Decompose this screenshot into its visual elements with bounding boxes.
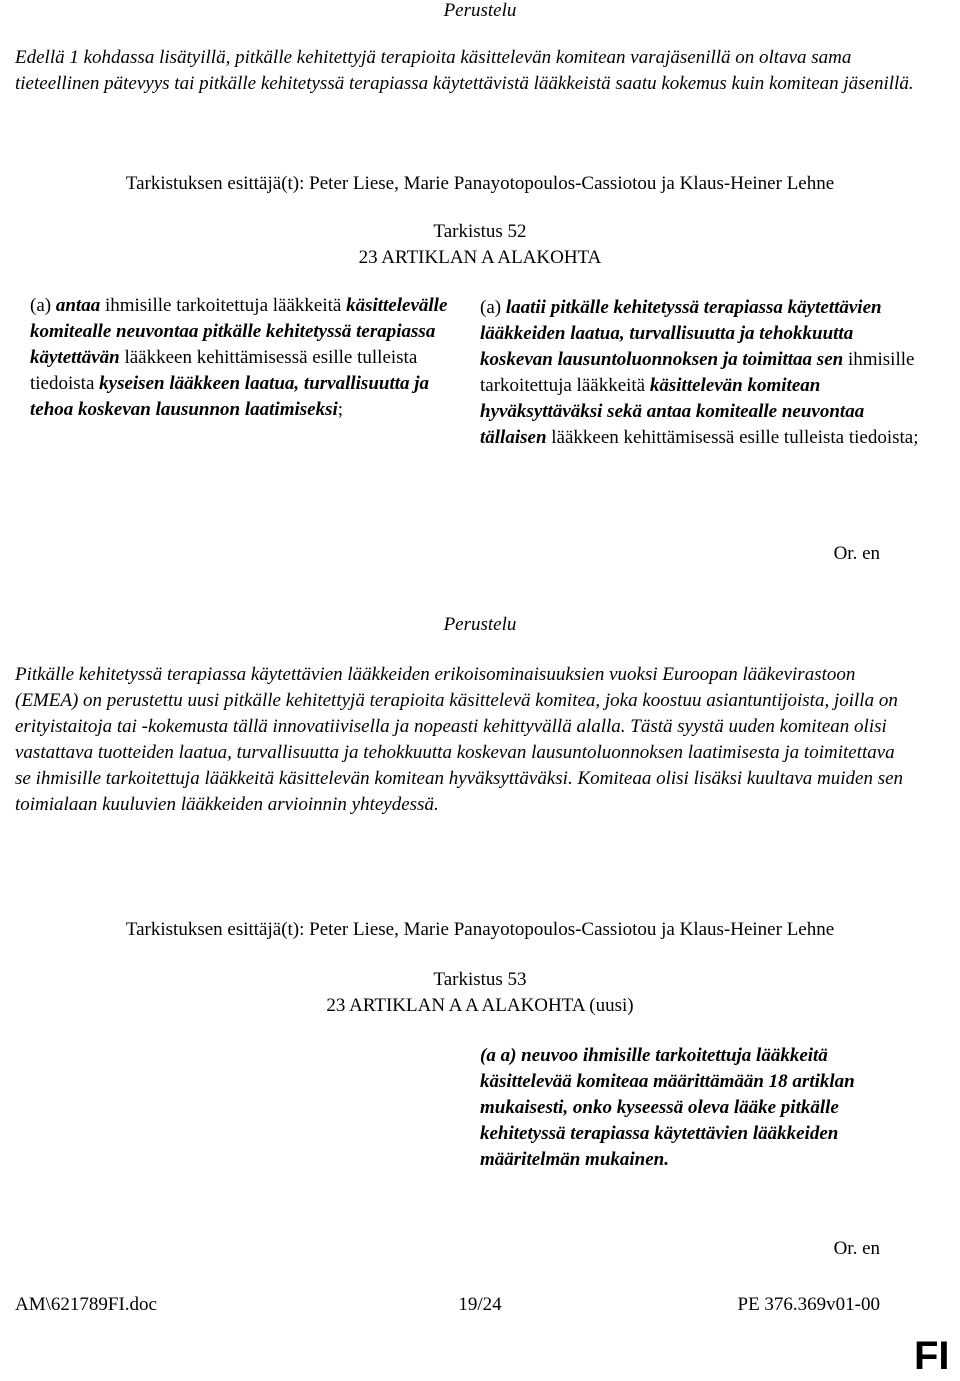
- amendment-53-number: Tarkistus 53: [433, 969, 527, 990]
- footer-doc-ref: AM\621789FI.doc: [15, 1294, 157, 1315]
- text-segment: antaa: [55, 295, 101, 316]
- amendment-52-justification-text: Pitkälle kehitetyssä terapiassa käytettävien lääkkeiden erikoisominaisuuksien vuoksi Euroopan lääkevirastoon (EMEA) on perustettu uusi pitkälle kehitettyjä terapioita käsittelevä komitea, joka koostuu asiantuntijoista, joilla on erityistaitoja tai -kokemusta tällä innovatiivisella ja nopeasti kehittyvällä alalla. Tästä syystä uuden komitean olisi vastattava tuotteiden laatua, turvallisuutta ja tehokkuutta koskevan lausuntoluonnoksen laatimisesta ja toimitettava se ihmisille tarkoitettuja lääkkeitä käsittelevän komitean hyväksyttäväksi. Komiteaa olisi lisäksi kuultava muiden sen toimialaan kuuluvien lääkkeiden arvioinnin yhteydessä.: [15, 664, 904, 815]
- text-segment: käsittelevälle komitealle neuvontaa pitkälle kehitetyssä terapiassa käytettävän: [30, 295, 448, 368]
- text-segment: laatii pitkälle kehitetyssä terapiassa käytettävien lääkkeiden laatua, turvallisuutta ja tehokkuutta koskevan lausuntoluonnoksen ja toimittaa sen: [480, 297, 882, 370]
- text-segment: kyseisen lääkkeen laatua, turvallisuutta ja tehoa koskevan lausunnon laatimiseksi: [30, 373, 430, 420]
- amendment-52-tabler: Tarkistuksen esittäjä(t): Peter Liese, Marie Panayotopoulos-Cassiotou ja Klaus-Heiner Lehne: [125, 173, 835, 194]
- text-segment: (a): [30, 295, 56, 316]
- amendment-52-original-text: [30, 293, 450, 423]
- amendment-53-tabler: Tarkistuksen esittäjä(t): Peter Liese, Marie Panayotopoulos-Cassiotou ja Klaus-Heiner Lehne: [125, 919, 835, 940]
- text-segment: ihmisille tarkoitettuja lääkkeitä: [480, 349, 915, 396]
- text-segment: lääkkeen kehittämisessä esille tulleista tiedoista: [30, 347, 418, 394]
- text-segment: (a): [480, 297, 506, 318]
- footer-pe-ref: PE 376.369v01-00: [737, 1294, 880, 1315]
- justification-heading-top: Perustelu: [443, 0, 517, 21]
- footer-page-number: 19/24: [458, 1294, 502, 1315]
- amendment-52-number: Tarkistus 52: [433, 221, 527, 242]
- amendment-53-original-language: Or. en: [833, 1238, 880, 1259]
- amendment-52-original-language: Or. en: [833, 543, 880, 564]
- amendment-53-article: 23 ARTIKLAN A A ALAKOHTA (uusi): [326, 995, 634, 1016]
- text-segment: ;: [337, 399, 344, 420]
- amendment-52-justification-heading: Perustelu: [443, 614, 517, 635]
- justification-text-top: Edellä 1 kohdassa lisätyillä, pitkälle kehitettyjä terapioita käsittelevän komitean varajäsenillä on oltava sama tieteellinen pätevyys tai pitkälle kehitetyssä terapiassa käytettävistä lääkkeistä saatu kokemus kuin komitean jäsenillä.: [15, 47, 914, 94]
- amendment-52-article: 23 ARTIKLAN A ALAKOHTA: [358, 247, 602, 268]
- amendment-52-amended-text: [480, 295, 920, 451]
- footer-language-code: FI: [914, 1334, 950, 1378]
- text-segment: lääkkeen kehittämisessä esille tulleista tiedoista;: [546, 427, 919, 448]
- text-segment: käsittelevän komitean hyväksyttäväksi sekä antaa komitealle neuvontaa tällaisen: [480, 375, 865, 448]
- amendment-53-amended-text: (a a) neuvoo ihmisille tarkoitettuja lääkkeitä käsittelevää komiteaa määrittämään 18 artiklan mukaisesti, onko kyseessä oleva lääke pitkälle kehitetyssä terapiassa käytettävien lääkkeiden määritelmän mukainen.: [480, 1045, 855, 1170]
- text-segment: ihmisille tarkoitettuja lääkkeitä: [100, 295, 347, 316]
